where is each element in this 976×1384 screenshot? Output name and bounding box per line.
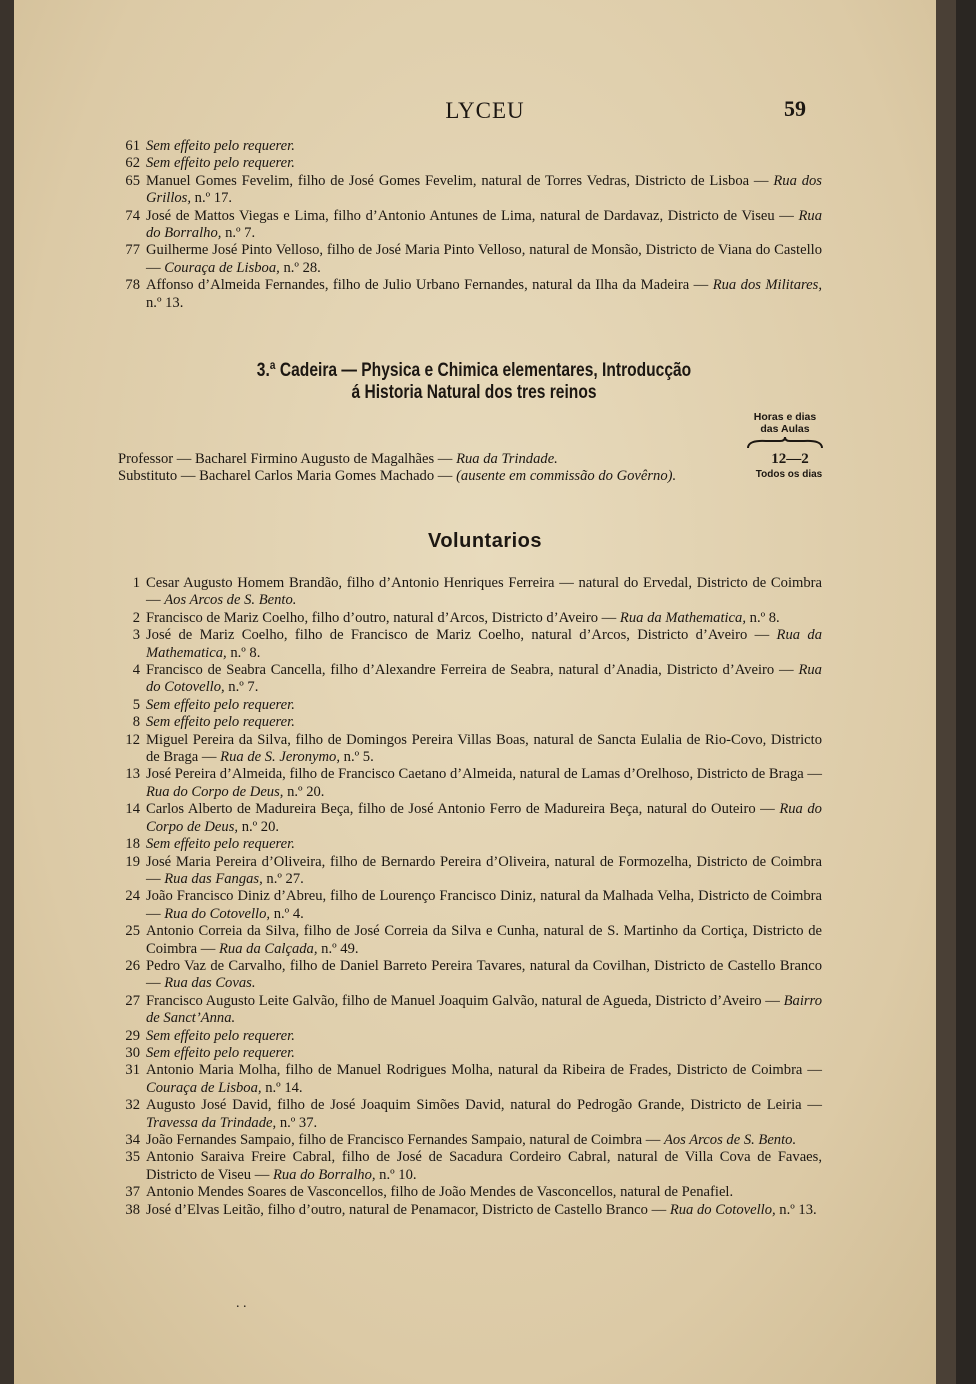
list-item bbox=[118, 1202, 822, 1219]
entry-number: 1 bbox=[132, 575, 140, 591]
previous-entries-list bbox=[118, 138, 822, 312]
entry-text: José de Mariz Coelho, filho de Francisco de Mariz Coelho, natural d’Arcos, Districto d’Aveiro — Rua da Mathematica, n.º 8. bbox=[146, 627, 822, 661]
entry-text: José de Mattos Viegas e Lima, filho d’Antonio Antunes de Lima, natural de Dardavaz, Districto de Viseu — Rua do Borralho, n.º 7. bbox=[146, 207, 822, 242]
list-item bbox=[118, 242, 822, 277]
book-spine bbox=[0, 0, 14, 1384]
entry-number: 24 bbox=[125, 888, 140, 905]
list-item bbox=[118, 575, 822, 610]
document-page bbox=[14, 0, 956, 1384]
professor-hours: 12—2 bbox=[771, 451, 809, 467]
list-item bbox=[118, 1132, 822, 1149]
trailing-dots: . . bbox=[236, 1296, 247, 1311]
list-item bbox=[118, 766, 822, 801]
list-item bbox=[118, 993, 822, 1028]
entry-text: Manuel Gomes Fevelim, filho de José Gomes Fevelim, natural de Torres Vedras, Districto de Lisboa — Rua dos Grillos, n.º 17. bbox=[146, 172, 822, 207]
list-item bbox=[118, 610, 822, 627]
entry-text: José Pereira d’Almeida, filho de Francisco Caetano d’Almeida, natural de Lamas d’Orelhoso, Districto de Braga — Rua do Corpo de Deus, n.º 20. bbox=[146, 766, 822, 800]
entry-text: Sem effeito pelo requerer. bbox=[146, 155, 295, 172]
entry-number: 61 bbox=[125, 138, 140, 154]
list-item bbox=[118, 277, 822, 312]
entry-number: 27 bbox=[125, 992, 140, 1009]
entry-text: Miguel Pereira da Silva, filho de Domingos Pereira Villas Boas, natural de Sancta Eulalia de Rio-Covo, Districto de Braga — Rua de S. Jeronymo, n.º 5. bbox=[146, 731, 822, 766]
volunteers-list bbox=[118, 575, 822, 1219]
entry-text: Sem effeito pelo requerer. bbox=[146, 138, 295, 154]
entry-number: 77 bbox=[125, 242, 140, 259]
entry-text: Guilherme José Pinto Velloso, filho de José Maria Pinto Velloso, natural de Monsão, Districto de Viana do Castello — Couraça de Lisboa, n.º 28. bbox=[146, 242, 822, 276]
entry-text: Carlos Alberto de Madureira Beça, filho de José Antonio Ferro de Madureira Beça, natural do Outeiro — Rua do Corpo de Deus, n.º 20. bbox=[146, 801, 822, 835]
entry-text: Francisco de Mariz Coelho, filho d’outro, natural d’Arcos, Districto d’Aveiro — Rua da Mathematica, n.º 8. bbox=[146, 609, 780, 626]
entry-text: Antonio Maria Molha, filho de Manuel Rodrigues Molha, natural da Ribeira de Frades, Districto de Coimbra — Couraça de Lisboa, n.º 14. bbox=[146, 1062, 822, 1096]
entry-number: 35 bbox=[125, 1149, 140, 1166]
list-item bbox=[118, 836, 822, 853]
staff-list bbox=[118, 451, 738, 486]
list-item bbox=[118, 1149, 822, 1184]
list-item bbox=[118, 662, 822, 697]
list-item bbox=[118, 697, 822, 714]
entry-number: 26 bbox=[125, 957, 140, 974]
list-item bbox=[118, 1062, 822, 1097]
list-item bbox=[118, 732, 822, 767]
entry-number: 3 bbox=[132, 627, 140, 644]
entry-number: 31 bbox=[125, 1062, 140, 1079]
professor-line: Professor — Bacharel Firmino Augusto de Magalhães — Rua da Trindade. bbox=[118, 451, 558, 467]
section-title: 3.ª Cadeira — Physica e Chimica elementares, Introducção á Historia Natural dos tres reinos bbox=[256, 360, 692, 403]
entry-text: Antonio Saraiva Freire Cabral, filho de José de Sacadura Cordeiro Cabral, natural de Villa Cova de Favaes, Districto de Viseu — Rua do Borralho, n.º 10. bbox=[146, 1149, 822, 1183]
entry-text: Sem effeito pelo requerer. bbox=[146, 1027, 295, 1044]
running-header: LYCEU bbox=[445, 98, 525, 123]
list-item bbox=[118, 1184, 822, 1201]
list-item bbox=[118, 888, 822, 923]
entry-number: 38 bbox=[125, 1201, 140, 1218]
list-item bbox=[118, 854, 822, 889]
list-item bbox=[118, 1097, 822, 1132]
entry-number: 14 bbox=[125, 801, 140, 818]
entry-number: 2 bbox=[132, 609, 140, 626]
entry-number: 13 bbox=[125, 766, 140, 783]
list-item bbox=[118, 1028, 822, 1045]
entry-text: Antonio Mendes Soares de Vasconcellos, filho de João Mendes de Vasconcellos, natural de Penafiel. bbox=[146, 1184, 734, 1201]
entry-number: 12 bbox=[125, 731, 140, 748]
list-item bbox=[118, 958, 822, 993]
entry-number: 5 bbox=[132, 696, 140, 713]
entry-text: Augusto José David, filho de José Joaquim Simões David, natural do Pedrogão Grande, Districto de Leiria — Travessa da Trindade, n.º 37. bbox=[146, 1097, 822, 1131]
entry-number: 65 bbox=[125, 172, 140, 189]
hours-heading: Horas e dias das Aulas bbox=[753, 411, 817, 435]
list-item bbox=[118, 923, 822, 958]
list-item bbox=[118, 627, 822, 662]
entry-number: 37 bbox=[125, 1184, 140, 1201]
entry-text: Cesar Augusto Homem Brandão, filho d’Antonio Henriques Ferreira — natural do Ervedal, Districto de Coimbra — Aos Arcos de S. Bento. bbox=[146, 575, 822, 609]
list-item bbox=[118, 155, 822, 172]
entry-number: 18 bbox=[125, 836, 140, 853]
list-item bbox=[118, 208, 822, 243]
list-item bbox=[118, 714, 822, 731]
entry-text: Sem effeito pelo requerer. bbox=[146, 696, 295, 713]
entry-number: 32 bbox=[125, 1097, 140, 1114]
substitute-line: Substituto — Bacharel Carlos Maria Gomes Machado — (ausente em commissão do Govêrno). bbox=[118, 468, 677, 485]
page-edge bbox=[936, 0, 956, 1384]
list-item bbox=[118, 1045, 822, 1062]
list-item bbox=[118, 173, 822, 208]
entry-text: Sem effeito pelo requerer. bbox=[146, 1044, 295, 1061]
list-item bbox=[118, 138, 822, 155]
entry-number: 34 bbox=[125, 1132, 140, 1148]
page-number: 59 bbox=[784, 96, 806, 121]
entry-number: 8 bbox=[132, 714, 140, 731]
entry-number: 74 bbox=[125, 207, 140, 224]
entry-text: Francisco de Seabra Cancella, filho d’Alexandre Ferreira de Seabra, natural d’Anadia, Districto d’Aveiro — Rua do Cotovello, n.º 7. bbox=[146, 662, 822, 696]
entry-text: João Francisco Diniz d’Abreu, filho de Lourenço Francisco Diniz, natural da Malhada Velha, Districto de Coimbra — Rua do Cotovello, n.º 4. bbox=[146, 888, 822, 922]
entry-text: Affonso d’Almeida Fernandes, filho de Julio Urbano Fernandes, natural da Ilha da Madeira — Rua dos Militares, n.º 13. bbox=[146, 277, 822, 311]
entry-text: Pedro Vaz de Carvalho, filho de Daniel Barreto Pereira Tavares, natural da Covilhan, Districto de Castello Branco — Rua das Covas. bbox=[146, 957, 822, 992]
substitute-days: Todos os dias bbox=[755, 469, 823, 480]
entry-number: 30 bbox=[125, 1044, 140, 1061]
entry-number: 25 bbox=[125, 923, 140, 940]
entry-text: Sem effeito pelo requerer. bbox=[146, 714, 295, 731]
entry-number: 4 bbox=[132, 662, 140, 679]
entry-text: João Fernandes Sampaio, filho de Francisco Fernandes Sampaio, natural de Coimbra — Aos Arcos de S. Bento. bbox=[146, 1132, 797, 1148]
entry-number: 29 bbox=[125, 1027, 140, 1044]
volunteers-heading: Voluntarios bbox=[427, 530, 543, 552]
entry-number: 62 bbox=[125, 155, 140, 172]
entry-text: Sem effeito pelo requerer. bbox=[146, 836, 295, 853]
list-item bbox=[118, 801, 822, 836]
brace-icon bbox=[746, 436, 824, 450]
entry-text: José Maria Pereira d’Oliveira, filho de Bernardo Pereira d’Oliveira, natural de Formozelha, Districto de Coimbra — Rua das Fangas, n.º 27. bbox=[146, 853, 822, 887]
entry-number: 78 bbox=[125, 277, 140, 294]
entry-text: Antonio Correia da Silva, filho de José Correia da Silva e Cunha, natural de S. Martinho da Cortiça, Districto de Coimbra — Rua da Calçada, n.º 49. bbox=[146, 923, 822, 957]
entry-number: 19 bbox=[125, 853, 140, 870]
entry-text: Francisco Augusto Leite Galvão, filho de Manuel Joaquim Galvão, natural de Agueda, Districto d’Aveiro — Bairro de Sanct’Anna. bbox=[146, 992, 822, 1027]
entry-text: José d’Elvas Leitão, filho d’outro, natural de Penamacor, Districto de Castello Branco — Rua do Cotovello, n.º 13. bbox=[146, 1201, 817, 1218]
